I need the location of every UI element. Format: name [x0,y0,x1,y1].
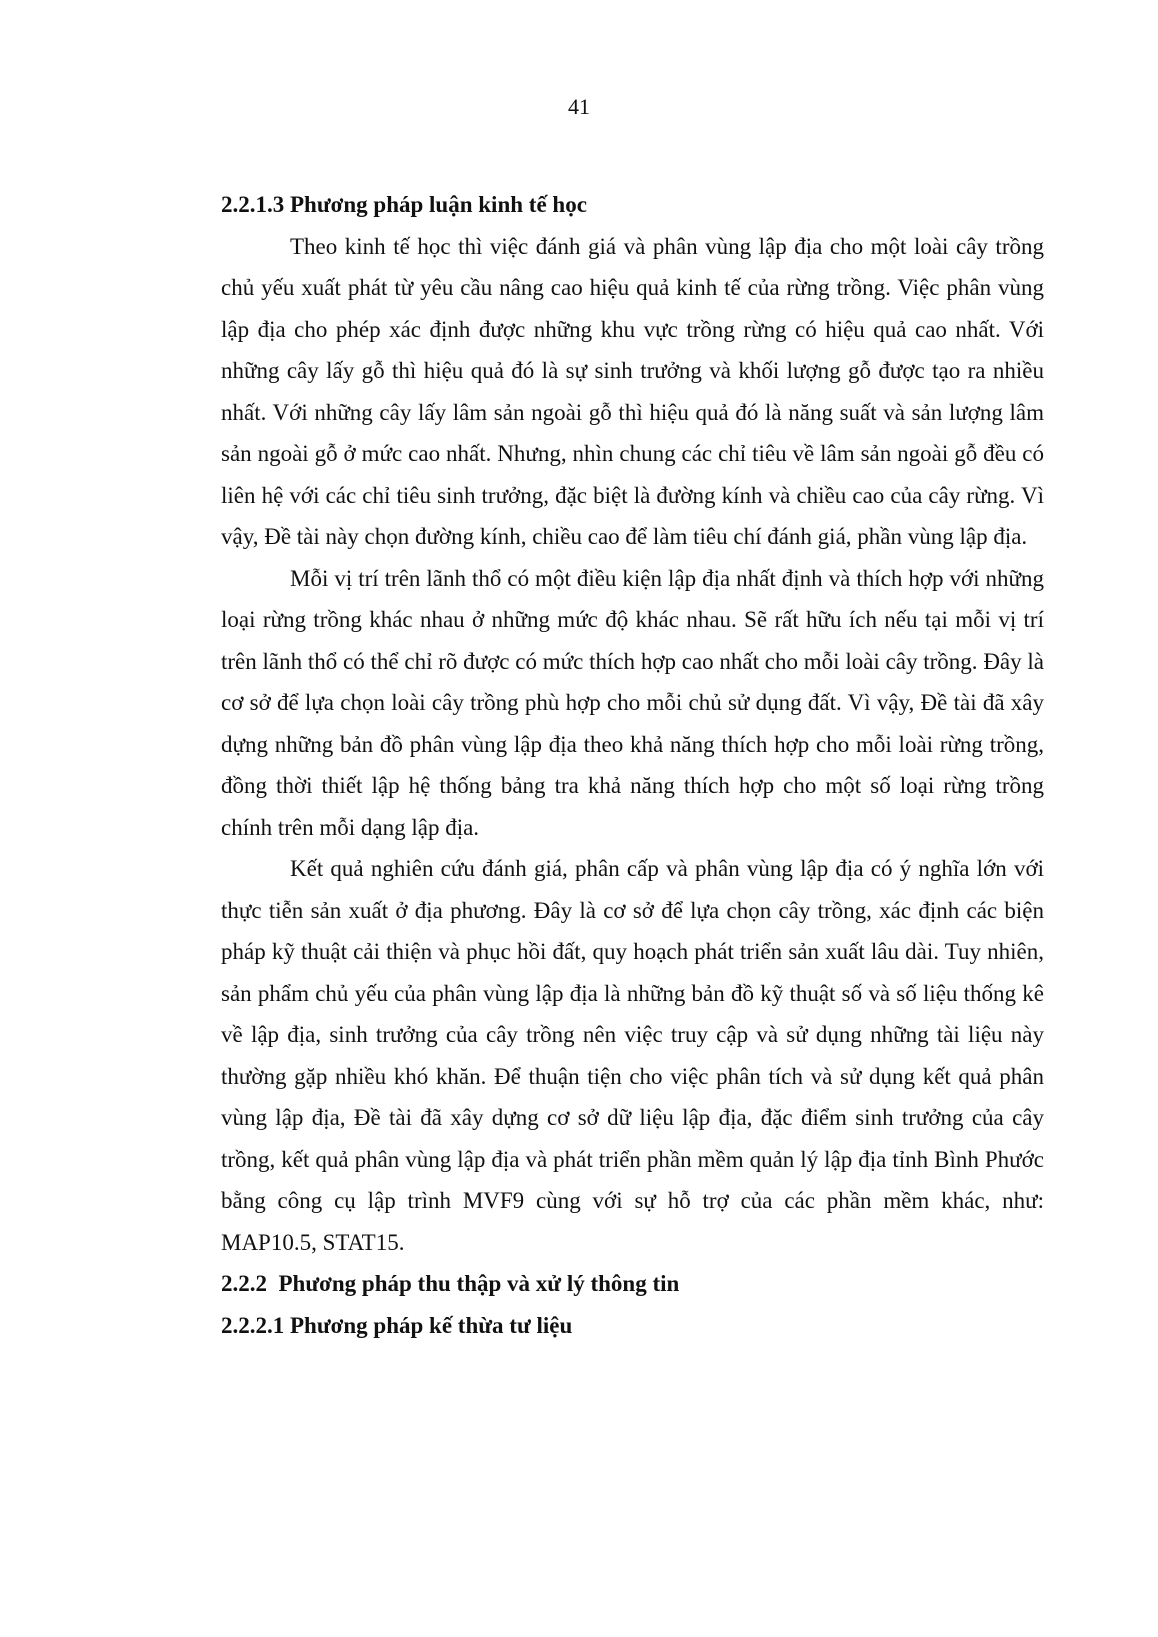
section-heading-2-2-2: 2.2.2 Phương pháp thu thập và xử lý thông tin [221,1271,680,1296]
paragraph-3: Kết quả nghiên cứu đánh giá, phân cấp và phân vùng lập địa có ý nghĩa lớn với thực tiễn sản xuất ở địa phương. Đây là cơ sở để lựa chọn cây trồng, xác định các biện pháp kỹ thuật cải thiện và phục hồi đất, quy hoạch phát triển sản xuất lâu dài. Tuy nhiên, sản phẩm chủ yếu của phân vùng lập địa là những bản đồ kỹ thuật số và số liệu thống kê về lập địa, sinh trưởng của cây trồng nên việc truy cập và sử dụng những tài liệu này thường gặp nhiều khó khăn. Để thuận tiện cho việc phân tích và sử dụng kết quả phân vùng lập địa, Đề tài đã xây dựng cơ sở dữ liệu lập địa, đặc điểm sinh trưởng của cây trồng, kết quả phân vùng lập địa và phát triển phần mềm quản lý lập địa tỉnh Bình Phước bằng công cụ lập trình MVF9 cùng với sự hỗ trợ của các phần mềm khác, như: MAP10.5, STAT15. [221,856,1044,1255]
page-number: 41 [568,94,590,119]
paragraph-1: Theo kinh tế học thì việc đánh giá và phân vùng lập địa cho một loài cây trồng chủ yếu xuất phát từ yêu cầu nâng cao hiệu quả kinh tế của rừng trồng. Việc phân vùng lập địa cho phép xác định được những khu vực trồng rừng có hiệu quả cao nhất. Với những cây lấy gỗ thì hiệu quả đó là sự sinh trưởng và khối lượng gỗ được tạo ra nhiều nhất. Với những cây lấy lâm sản ngoài gỗ thì hiệu quả đó là năng suất và sản lượng lâm sản ngoài gỗ ở mức cao nhất. Nhưng, nhìn chung các chỉ tiêu về lâm sản ngoài gỗ đều có liên hệ với các chỉ tiêu sinh trưởng, đặc biệt là đường kính và chiều cao của cây rừng. Vì vậy, Đề tài này chọn đường kính, chiều cao để làm tiêu chí đánh giá, phần vùng lập địa. [221,233,1044,549]
paragraph-2: Mỗi vị trí trên lãnh thổ có một điều kiện lập địa nhất định và thích hợp với những loại rừng trồng khác nhau ở những mức độ khác nhau. Sẽ rất hữu ích nếu tại mỗi vị trí trên lãnh thổ có thể chỉ rõ được có mức thích hợp cao nhất cho mỗi loài cây trồng. Đây là cơ sở để lựa chọn loài cây trồng phù hợp cho mỗi chủ sử dụng đất. Vì vậy, Đề tài đã xây dựng những bản đồ phân vùng lập địa theo khả năng thích hợp cho mỗi loài rừng trồng, đồng thời thiết lập hệ thống bảng tra khả năng thích hợp cho một số loại rừng trồng chính trên mỗi dạng lập địa. [221,565,1044,840]
section-heading-2-2-2-1: 2.2.2.1 Phương pháp kế thừa tư liệu [221,1312,573,1338]
section-heading-2-2-1-3: 2.2.1.3 Phương pháp luận kinh tế học [221,192,587,217]
document-body [221,184,1044,1346]
